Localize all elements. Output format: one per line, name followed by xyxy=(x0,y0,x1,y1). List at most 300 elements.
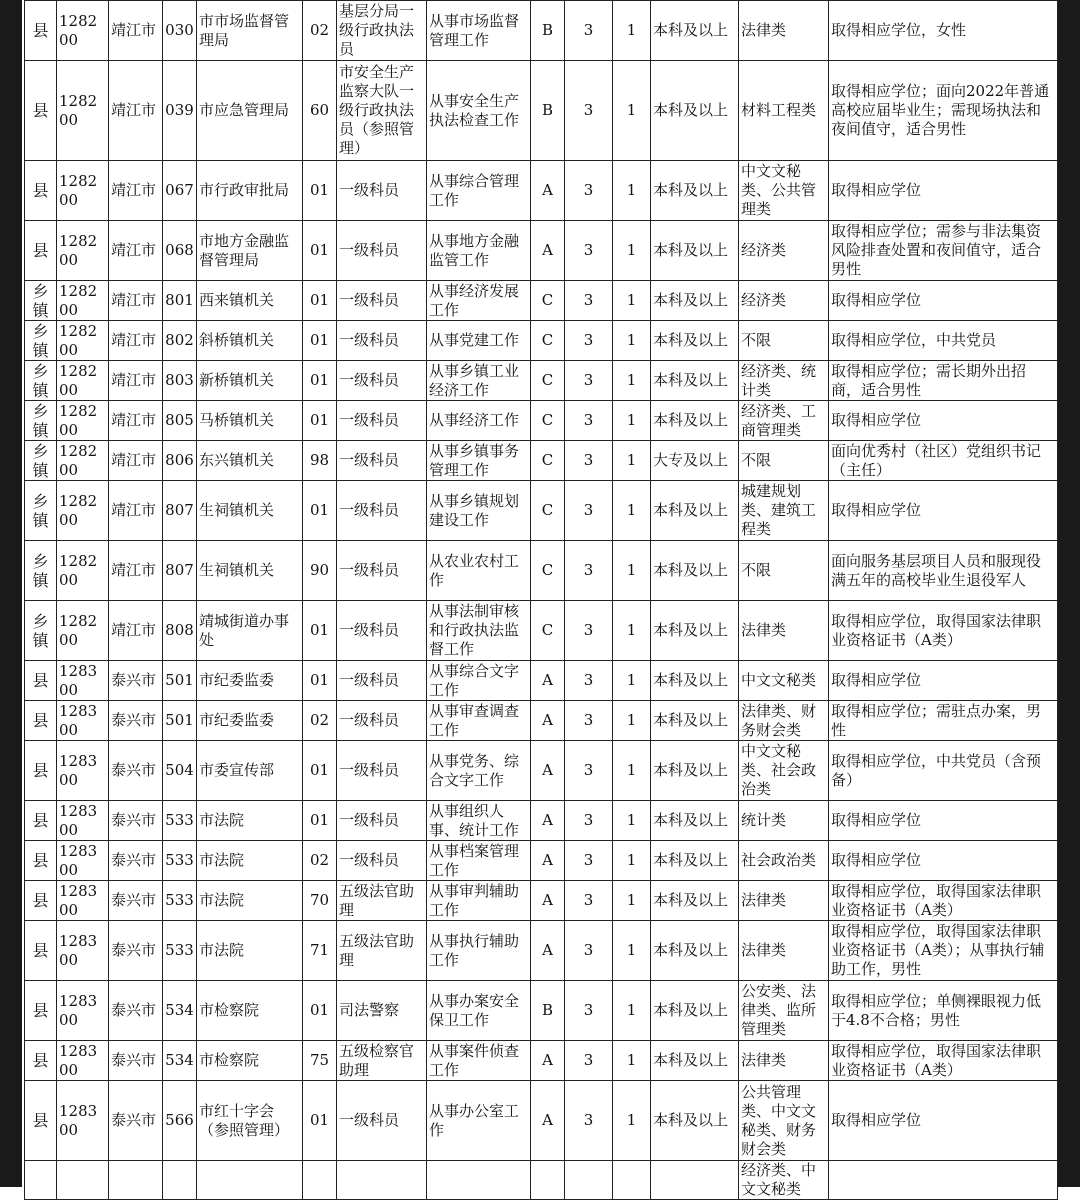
table-row xyxy=(25,1,1058,61)
position-cell: 一级科员 xyxy=(337,541,427,601)
duty-cell: 从事经济发展工作 xyxy=(427,281,531,321)
table-row xyxy=(25,921,1058,981)
code-cell: 128300 xyxy=(57,1041,109,1081)
level-cell: 乡镇 xyxy=(25,321,57,361)
level-cell: 乡镇 xyxy=(25,361,57,401)
department-cell: 西来镇机关 xyxy=(197,281,303,321)
education-cell: 本科及以上 xyxy=(651,601,739,661)
major-cell: 经济类 xyxy=(739,221,829,281)
position-cell: 一级科员 xyxy=(337,441,427,481)
count-cell: 1 xyxy=(613,1041,651,1081)
duty-cell: 从事档案管理工作 xyxy=(427,841,531,881)
note-cell: 取得相应学位，女性 xyxy=(829,1,1058,61)
years-cell: 3 xyxy=(565,841,613,881)
dept-code-cell: 533 xyxy=(163,921,197,981)
category-cell: C xyxy=(531,441,565,481)
position-cell xyxy=(337,1161,427,1200)
dept-code-cell: 802 xyxy=(163,321,197,361)
years-cell: 3 xyxy=(565,881,613,921)
dept-code-cell: 501 xyxy=(163,661,197,701)
major-cell: 材料工程类 xyxy=(739,61,829,161)
major-cell: 统计类 xyxy=(739,801,829,841)
position-code-cell: 01 xyxy=(303,401,337,441)
code-cell: 128200 xyxy=(57,321,109,361)
level-cell: 乡镇 xyxy=(25,481,57,541)
count-cell: 1 xyxy=(613,441,651,481)
years-cell: 3 xyxy=(565,741,613,801)
city-cell: 靖江市 xyxy=(109,1,163,61)
city-cell: 靖江市 xyxy=(109,321,163,361)
position-cell: 一级科员 xyxy=(337,361,427,401)
department-cell: 市地方金融监督管理局 xyxy=(197,221,303,281)
category-cell: A xyxy=(531,921,565,981)
dept-code-cell: 807 xyxy=(163,481,197,541)
duty-cell: 从事市场监督管理工作 xyxy=(427,1,531,61)
position-code-cell: 01 xyxy=(303,601,337,661)
years-cell: 3 xyxy=(565,441,613,481)
right-dark-margin xyxy=(1058,0,1080,1187)
count-cell: 1 xyxy=(613,161,651,221)
department-cell: 靖城街道办事处 xyxy=(197,601,303,661)
position-code-cell: 01 xyxy=(303,661,337,701)
category-cell: C xyxy=(531,541,565,601)
count-cell: 1 xyxy=(613,221,651,281)
city-cell: 靖江市 xyxy=(109,221,163,281)
position-cell: 一级科员 xyxy=(337,161,427,221)
position-cell: 五级法官助理 xyxy=(337,881,427,921)
count-cell: 1 xyxy=(613,981,651,1041)
position-cell: 一级科员 xyxy=(337,321,427,361)
count-cell: 1 xyxy=(613,841,651,881)
position-code-cell: 01 xyxy=(303,801,337,841)
note-cell: 取得相应学位 xyxy=(829,401,1058,441)
position-code-cell: 02 xyxy=(303,701,337,741)
department-cell: 市法院 xyxy=(197,921,303,981)
code-cell: 128200 xyxy=(57,281,109,321)
duty-cell: 从事地方金融监管工作 xyxy=(427,221,531,281)
note-cell: 取得相应学位；面向2022年普通高校应届毕业生；需现场执法和夜间值守，适合男性 xyxy=(829,61,1058,161)
education-cell: 本科及以上 xyxy=(651,661,739,701)
table-body xyxy=(25,1,1058,1200)
department-cell: 市纪委监委 xyxy=(197,661,303,701)
position-cell: 一级科员 xyxy=(337,661,427,701)
level-cell: 县 xyxy=(25,921,57,981)
code-cell: 128200 xyxy=(57,221,109,281)
years-cell: 3 xyxy=(565,161,613,221)
position-cell: 一级科员 xyxy=(337,841,427,881)
years-cell: 3 xyxy=(565,61,613,161)
major-cell: 法律类 xyxy=(739,601,829,661)
years-cell: 3 xyxy=(565,541,613,601)
duty-cell xyxy=(427,1161,531,1200)
position-code-cell: 01 xyxy=(303,161,337,221)
count-cell: 1 xyxy=(613,741,651,801)
position-cell: 司法警察 xyxy=(337,981,427,1041)
education-cell: 本科及以上 xyxy=(651,1,739,61)
dept-code-cell: 805 xyxy=(163,401,197,441)
education-cell: 本科及以上 xyxy=(651,361,739,401)
code-cell: 128300 xyxy=(57,701,109,741)
count-cell: 1 xyxy=(613,401,651,441)
position-code-cell: 71 xyxy=(303,921,337,981)
education-cell: 本科及以上 xyxy=(651,281,739,321)
major-cell: 经济类、工商管理类 xyxy=(739,401,829,441)
education-cell: 本科及以上 xyxy=(651,541,739,601)
position-cell: 一级科员 xyxy=(337,281,427,321)
note-cell: 取得相应学位，中共党员 xyxy=(829,321,1058,361)
table-row xyxy=(25,541,1058,601)
position-code-cell: 02 xyxy=(303,841,337,881)
dept-code-cell: 501 xyxy=(163,701,197,741)
education-cell: 本科及以上 xyxy=(651,1081,739,1161)
duty-cell: 从事综合管理工作 xyxy=(427,161,531,221)
major-cell: 法律类、财务财会类 xyxy=(739,701,829,741)
major-cell: 法律类 xyxy=(739,1,829,61)
major-cell: 中文文秘类、公共管理类 xyxy=(739,161,829,221)
position-code-cell: 01 xyxy=(303,481,337,541)
table-row xyxy=(25,1161,1058,1200)
city-cell: 泰兴市 xyxy=(109,701,163,741)
major-cell: 不限 xyxy=(739,541,829,601)
level-cell: 县 xyxy=(25,701,57,741)
code-cell: 128300 xyxy=(57,981,109,1041)
years-cell: 3 xyxy=(565,481,613,541)
category-cell: C xyxy=(531,361,565,401)
code-cell: 128200 xyxy=(57,541,109,601)
position-cell: 一级科员 xyxy=(337,701,427,741)
code-cell: 128200 xyxy=(57,481,109,541)
major-cell: 法律类 xyxy=(739,1041,829,1081)
category-cell: A xyxy=(531,661,565,701)
recruitment-table xyxy=(24,0,1058,1200)
years-cell: 3 xyxy=(565,1,613,61)
major-cell: 中文文秘类、社会政治类 xyxy=(739,741,829,801)
department-cell: 市法院 xyxy=(197,801,303,841)
table-row xyxy=(25,841,1058,881)
count-cell: 1 xyxy=(613,881,651,921)
table-row xyxy=(25,161,1058,221)
count-cell: 1 xyxy=(613,281,651,321)
position-cell: 一级科员 xyxy=(337,221,427,281)
count-cell: 1 xyxy=(613,1081,651,1161)
duty-cell: 从事办案安全保卫工作 xyxy=(427,981,531,1041)
note-cell: 取得相应学位；需长期外出招商，适合男性 xyxy=(829,361,1058,401)
code-cell: 128300 xyxy=(57,741,109,801)
table-row xyxy=(25,601,1058,661)
category-cell: C xyxy=(531,321,565,361)
duty-cell: 从农业农村工作 xyxy=(427,541,531,601)
count-cell: 1 xyxy=(613,701,651,741)
position-cell: 一级科员 xyxy=(337,801,427,841)
category-cell: A xyxy=(531,741,565,801)
note-cell: 取得相应学位 xyxy=(829,481,1058,541)
table-row xyxy=(25,881,1058,921)
education-cell: 本科及以上 xyxy=(651,61,739,161)
dept-code-cell: 504 xyxy=(163,741,197,801)
duty-cell: 从事乡镇事务管理工作 xyxy=(427,441,531,481)
years-cell: 3 xyxy=(565,401,613,441)
city-cell: 泰兴市 xyxy=(109,1041,163,1081)
years-cell: 3 xyxy=(565,921,613,981)
city-cell: 靖江市 xyxy=(109,441,163,481)
level-cell: 县 xyxy=(25,161,57,221)
years-cell: 3 xyxy=(565,601,613,661)
note-cell: 取得相应学位 xyxy=(829,661,1058,701)
city-cell xyxy=(109,1161,163,1200)
position-cell: 一级科员 xyxy=(337,601,427,661)
duty-cell: 从事综合文字工作 xyxy=(427,661,531,701)
years-cell: 3 xyxy=(565,981,613,1041)
code-cell: 128200 xyxy=(57,441,109,481)
city-cell: 泰兴市 xyxy=(109,841,163,881)
dept-code-cell: 534 xyxy=(163,981,197,1041)
table-row xyxy=(25,401,1058,441)
position-code-cell: 01 xyxy=(303,221,337,281)
position-cell: 基层分局一级行政执法员 xyxy=(337,1,427,61)
duty-cell: 从事执行辅助工作 xyxy=(427,921,531,981)
dept-code-cell: 068 xyxy=(163,221,197,281)
position-code-cell: 98 xyxy=(303,441,337,481)
education-cell: 本科及以上 xyxy=(651,841,739,881)
years-cell: 3 xyxy=(565,281,613,321)
code-cell: 128200 xyxy=(57,61,109,161)
code-cell: 128300 xyxy=(57,1081,109,1161)
level-cell: 县 xyxy=(25,801,57,841)
dept-code-cell: 533 xyxy=(163,841,197,881)
note-cell: 取得相应学位，取得国家法律职业资格证书（A类）；从事执行辅助工作，男性 xyxy=(829,921,1058,981)
major-cell: 经济类、中文文秘类 xyxy=(739,1161,829,1200)
city-cell: 泰兴市 xyxy=(109,981,163,1041)
department-cell: 市法院 xyxy=(197,881,303,921)
years-cell: 3 xyxy=(565,221,613,281)
education-cell: 本科及以上 xyxy=(651,161,739,221)
level-cell: 县 xyxy=(25,741,57,801)
education-cell xyxy=(651,1161,739,1200)
education-cell: 本科及以上 xyxy=(651,981,739,1041)
position-code-cell: 01 xyxy=(303,281,337,321)
note-cell: 取得相应学位 xyxy=(829,161,1058,221)
major-cell: 法律类 xyxy=(739,881,829,921)
years-cell: 3 xyxy=(565,701,613,741)
major-cell: 经济类 xyxy=(739,281,829,321)
position-code-cell: 01 xyxy=(303,321,337,361)
level-cell: 县 xyxy=(25,1081,57,1161)
city-cell: 泰兴市 xyxy=(109,881,163,921)
category-cell: C xyxy=(531,601,565,661)
note-cell: 取得相应学位；单侧裸眼视力低于4.8不合格；男性 xyxy=(829,981,1058,1041)
count-cell: 1 xyxy=(613,661,651,701)
count-cell: 1 xyxy=(613,921,651,981)
count-cell: 1 xyxy=(613,541,651,601)
category-cell: A xyxy=(531,221,565,281)
dept-code-cell: 808 xyxy=(163,601,197,661)
department-cell: 市检察院 xyxy=(197,981,303,1041)
note-cell: 取得相应学位，取得国家法律职业资格证书（A类） xyxy=(829,1041,1058,1081)
city-cell: 泰兴市 xyxy=(109,1081,163,1161)
table-row xyxy=(25,661,1058,701)
duty-cell: 从事党务、综合文字工作 xyxy=(427,741,531,801)
note-cell: 取得相应学位 xyxy=(829,281,1058,321)
category-cell: A xyxy=(531,701,565,741)
code-cell: 128300 xyxy=(57,841,109,881)
level-cell: 乡镇 xyxy=(25,401,57,441)
position-cell: 五级检察官助理 xyxy=(337,1041,427,1081)
dept-code-cell: 533 xyxy=(163,881,197,921)
major-cell: 中文文秘类 xyxy=(739,661,829,701)
category-cell: C xyxy=(531,481,565,541)
category-cell: A xyxy=(531,881,565,921)
department-cell: 市红十字会（参照管理） xyxy=(197,1081,303,1161)
note-cell: 取得相应学位，取得国家法律职业资格证书（A类） xyxy=(829,601,1058,661)
city-cell: 靖江市 xyxy=(109,541,163,601)
category-cell: A xyxy=(531,801,565,841)
category-cell: A xyxy=(531,1041,565,1081)
department-cell: 斜桥镇机关 xyxy=(197,321,303,361)
note-cell: 取得相应学位 xyxy=(829,841,1058,881)
table-row xyxy=(25,701,1058,741)
note-cell xyxy=(829,1161,1058,1200)
table-row xyxy=(25,981,1058,1041)
dept-code-cell: 807 xyxy=(163,541,197,601)
major-cell: 城建规划类、建筑工程类 xyxy=(739,481,829,541)
major-cell: 不限 xyxy=(739,441,829,481)
category-cell: B xyxy=(531,981,565,1041)
category-cell: B xyxy=(531,1,565,61)
code-cell: 128300 xyxy=(57,881,109,921)
position-code-cell: 01 xyxy=(303,361,337,401)
category-cell: A xyxy=(531,1081,565,1161)
major-cell: 法律类 xyxy=(739,921,829,981)
code-cell: 128300 xyxy=(57,921,109,981)
major-cell: 公共管理类、中文文秘类、财务财会类 xyxy=(739,1081,829,1161)
level-cell: 县 xyxy=(25,1,57,61)
education-cell: 本科及以上 xyxy=(651,221,739,281)
code-cell: 128200 xyxy=(57,401,109,441)
table-row xyxy=(25,801,1058,841)
level-cell: 乡镇 xyxy=(25,541,57,601)
level-cell: 县 xyxy=(25,841,57,881)
table-row xyxy=(25,1081,1058,1161)
level-cell: 县 xyxy=(25,981,57,1041)
department-cell: 市应急管理局 xyxy=(197,61,303,161)
department-cell: 马桥镇机关 xyxy=(197,401,303,441)
position-code-cell xyxy=(303,1161,337,1200)
dept-code-cell: 067 xyxy=(163,161,197,221)
level-cell: 县 xyxy=(25,221,57,281)
code-cell: 128200 xyxy=(57,601,109,661)
position-cell: 市安全生产监察大队一级行政执法员（参照管理） xyxy=(337,61,427,161)
note-cell: 取得相应学位，取得国家法律职业资格证书（A类） xyxy=(829,881,1058,921)
department-cell: 市检察院 xyxy=(197,1041,303,1081)
major-cell: 经济类、统计类 xyxy=(739,361,829,401)
dept-code-cell xyxy=(163,1161,197,1200)
level-cell xyxy=(25,1161,57,1200)
count-cell: 1 xyxy=(613,601,651,661)
department-cell: 市行政审批局 xyxy=(197,161,303,221)
category-cell: A xyxy=(531,161,565,221)
position-code-cell: 90 xyxy=(303,541,337,601)
duty-cell: 从事乡镇工业经济工作 xyxy=(427,361,531,401)
department-cell: 市市场监督管理局 xyxy=(197,1,303,61)
department-cell: 市委宣传部 xyxy=(197,741,303,801)
count-cell: 1 xyxy=(613,361,651,401)
dept-code-cell: 566 xyxy=(163,1081,197,1161)
duty-cell: 从事法制审核和行政执法监督工作 xyxy=(427,601,531,661)
code-cell: 128200 xyxy=(57,361,109,401)
department-cell: 市纪委监委 xyxy=(197,701,303,741)
table-row xyxy=(25,1041,1058,1081)
code-cell xyxy=(57,1161,109,1200)
level-cell: 县 xyxy=(25,881,57,921)
city-cell: 靖江市 xyxy=(109,281,163,321)
count-cell: 1 xyxy=(613,1,651,61)
count-cell: 1 xyxy=(613,801,651,841)
position-cell: 一级科员 xyxy=(337,1081,427,1161)
note-cell: 面向服务基层项目人员和服现役满五年的高校毕业生退役军人 xyxy=(829,541,1058,601)
duty-cell: 从事审判辅助工作 xyxy=(427,881,531,921)
education-cell: 本科及以上 xyxy=(651,481,739,541)
position-code-cell: 02 xyxy=(303,1,337,61)
city-cell: 靖江市 xyxy=(109,361,163,401)
education-cell: 本科及以上 xyxy=(651,1041,739,1081)
position-code-cell: 01 xyxy=(303,741,337,801)
education-cell: 本科及以上 xyxy=(651,801,739,841)
position-cell: 一级科员 xyxy=(337,401,427,441)
level-cell: 乡镇 xyxy=(25,601,57,661)
years-cell: 3 xyxy=(565,801,613,841)
city-cell: 泰兴市 xyxy=(109,741,163,801)
department-cell xyxy=(197,1161,303,1200)
note-cell: 面向优秀村（社区）党组织书记（主任） xyxy=(829,441,1058,481)
department-cell: 新桥镇机关 xyxy=(197,361,303,401)
table-row xyxy=(25,61,1058,161)
education-cell: 本科及以上 xyxy=(651,881,739,921)
category-cell: B xyxy=(531,61,565,161)
level-cell: 乡镇 xyxy=(25,441,57,481)
note-cell: 取得相应学位；需参与非法集资风险排查处置和夜间值守，适合男性 xyxy=(829,221,1058,281)
city-cell: 泰兴市 xyxy=(109,921,163,981)
dept-code-cell: 533 xyxy=(163,801,197,841)
city-cell: 泰兴市 xyxy=(109,661,163,701)
duty-cell: 从事安全生产执法检查工作 xyxy=(427,61,531,161)
dept-code-cell: 803 xyxy=(163,361,197,401)
count-cell: 1 xyxy=(613,321,651,361)
note-cell: 取得相应学位，中共党员（含预备） xyxy=(829,741,1058,801)
city-cell: 靖江市 xyxy=(109,401,163,441)
education-cell: 本科及以上 xyxy=(651,401,739,441)
duty-cell: 从事乡镇规划建设工作 xyxy=(427,481,531,541)
city-cell: 靖江市 xyxy=(109,481,163,541)
dept-code-cell: 030 xyxy=(163,1,197,61)
level-cell: 县 xyxy=(25,61,57,161)
table-row xyxy=(25,361,1058,401)
position-code-cell: 75 xyxy=(303,1041,337,1081)
code-cell: 128300 xyxy=(57,801,109,841)
duty-cell: 从事案件侦查工作 xyxy=(427,1041,531,1081)
major-cell: 不限 xyxy=(739,321,829,361)
department-cell: 生祠镇机关 xyxy=(197,541,303,601)
table-row xyxy=(25,741,1058,801)
category-cell: C xyxy=(531,281,565,321)
code-cell: 128300 xyxy=(57,661,109,701)
category-cell: A xyxy=(531,841,565,881)
category-cell: C xyxy=(531,401,565,441)
years-cell: 3 xyxy=(565,1081,613,1161)
table-row xyxy=(25,321,1058,361)
dept-code-cell: 806 xyxy=(163,441,197,481)
department-cell: 生祠镇机关 xyxy=(197,481,303,541)
note-cell: 取得相应学位；需驻点办案，男性 xyxy=(829,701,1058,741)
